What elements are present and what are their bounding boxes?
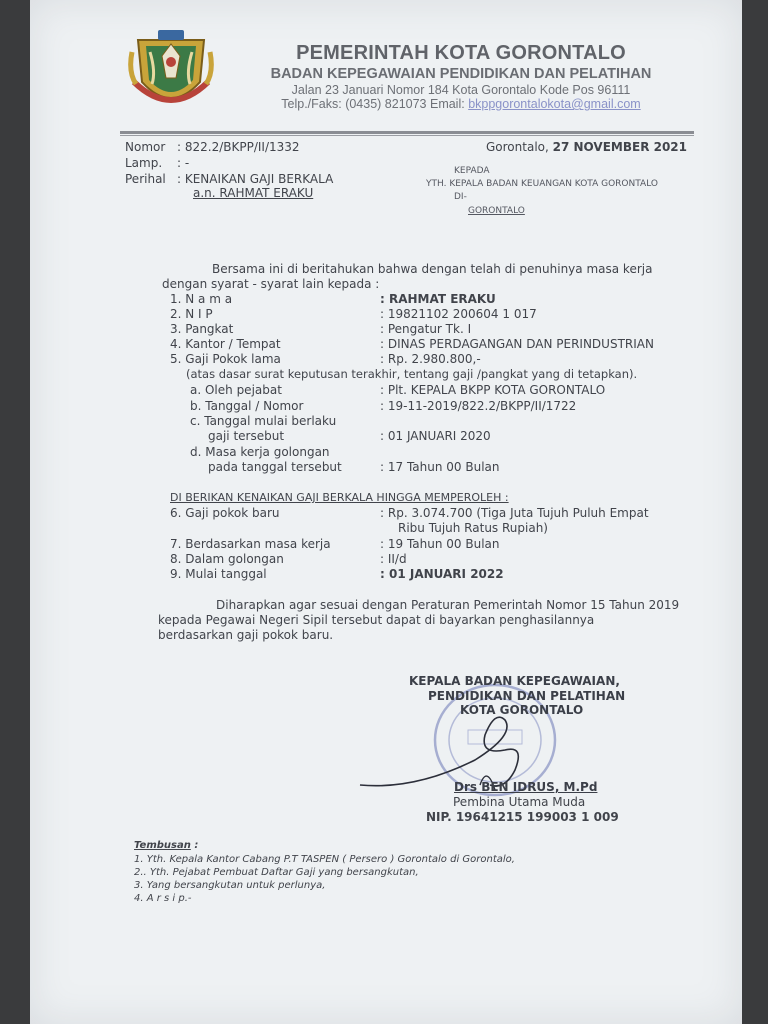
closing-line-1: Diharapkan agar sesuai dengan Peraturan Pemerintah Nomor 15 Tahun 2019 [216,598,680,612]
item-9-label: 9. Mulai tanggal [170,567,267,581]
signatory-title-1: KEPALA BADAN KEPEGAWAIAN, [409,674,620,688]
item-3-label: 3. Pangkat [170,322,234,336]
recipient-city: GORONTALO [468,206,525,216]
nomor-value: : 822.2/BKPP/II/1332 [177,140,300,154]
item-7-value: : 19 Tahun 00 Bulan [380,537,500,551]
sub-a-label: a. Oleh pejabat [190,383,282,397]
sub-c-label-2: gaji tersebut [208,429,285,443]
recipient-kepada: KEPADA [454,166,490,176]
sub-d-label-2: pada tanggal tersebut [208,460,342,474]
sub-a-value: : Plt. KEPALA BKPP KOTA GORONTALO [380,383,606,397]
item-2-label: 2. N I P [170,307,213,321]
lamp-value: : - [177,156,190,170]
item-6-value-1: : Rp. 3.074.700 (Tiga Juta Tujuh Puluh Empat [380,506,649,520]
closing-line-3: berdasarkan gaji pokok baru. [158,628,334,642]
sub-c-value: : 01 JANUARI 2020 [380,429,491,443]
letterhead [236,42,686,111]
item-5-value: : Rp. 2.980.800,- [380,352,481,366]
intro-line-1: Bersama ini di beritahukan bahwa dengan telah di penuhinya masa kerja [212,262,653,276]
closing-line-2: kepada Pegawai Negeri Sipil tersebut dapat di bayarkan penghasilannya [158,613,595,627]
note-line: (atas dasar surat keputusan terakhir, tentang gaji /pangkat yang di tetapkan). [186,367,638,381]
section-title: DI BERIKAN KENAIKAN GAJI BERKALA HINGGA MEMPEROLEH : [170,491,509,504]
gorontalo-emblem-logo [128,22,214,112]
header-divider [120,131,694,134]
item-4-label: 4. Kantor / Tempat [170,337,281,351]
signatory-nip: NIP. 19641215 199003 1 009 [426,810,619,824]
perihal-value: : KENAIKAN GAJI BERKALA [177,172,334,186]
letter-date: Gorontalo, 27 NOVEMBER 2021 [486,140,688,154]
lamp-label: Lamp. [125,156,163,170]
tembusan-item-2: 2.. Yth. Pejabat Pembuat Daftar Gaji yang bersangkutan, [134,867,419,878]
item-2-value: : 19821102 200604 1 017 [380,307,537,321]
recipient-di: DI- [454,192,467,202]
item-4-value: : DINAS PERDAGANGAN DAN PERINDUSTRIAN [380,337,654,351]
letterhead-contact: Telp./Faks: (0435) 821073 Email: bkppgorontalokota@gmail.com [281,97,641,111]
tembusan-item-4: 4. A r s i p.- [134,893,192,904]
item-8-label: 8. Dalam golongan [170,552,284,566]
item-5-label: 5. Gaji Pokok lama [170,352,281,366]
sub-b-label: b. Tanggal / Nomor [190,399,304,413]
tembusan-title: Tembusan : [134,840,199,851]
letterhead-agency: BADAN KEPEGAWAIAN PENDIDIKAN DAN PELATIHAN [270,66,652,82]
signatory-title-2: PENDIDIKAN DAN PELATIHAN [428,689,626,703]
signatory-name: Drs BEN IDRUS, M.Pd [454,780,598,794]
sub-c-label-1: c. Tanggal mulai berlaku [190,414,337,428]
recipient-yth: YTH. KEPALA BADAN KEUANGAN KOTA GORONTALO [426,179,658,189]
nomor-label: Nomor [125,140,166,154]
item-8-value: : II/d [380,552,407,566]
item-1-label: 1. N a m a [170,292,233,306]
signatory-rank: Pembina Utama Muda [453,795,586,809]
letter-page [30,0,742,1024]
header-divider-thin [120,135,694,136]
item-3-value: : Pengatur Tk. I [380,322,472,336]
sub-d-value: : 17 Tahun 00 Bulan [380,460,500,474]
item-6-label: 6. Gaji pokok baru [170,506,280,520]
item-1-value: : RAHMAT ERAKU [380,292,496,306]
intro-line-2: dengan syarat - syarat lain kepada : [162,277,380,291]
sub-b-value: : 19-11-2019/822.2/BKPP/II/1722 [380,399,577,413]
sub-d-label-1: d. Masa kerja golongan [190,445,330,459]
email-link[interactable]: bkppgorontalokota@gmail.com [468,97,641,111]
letterhead-address: Jalan 23 Januari Nomor 184 Kota Gorontalo Kode Pos 96111 [291,83,631,97]
perihal-label: Perihal [125,172,166,186]
signatory-title-3: KOTA GORONTALO [460,703,584,717]
item-6-value-2: Ribu Tujuh Ratus Rupiah) [398,521,548,535]
item-7-label: 7. Berdasarkan masa kerja [170,537,331,551]
letterhead-government: PEMERINTAH KOTA GORONTALO [296,42,626,64]
tembusan-item-3: 3. Yang bersangkutan untuk perlunya, [134,880,326,891]
item-9-value: : 01 JANUARI 2022 [380,567,504,581]
perihal-name: a.n. RAHMAT ERAKU [193,186,314,200]
tembusan-item-1: 1. Yth. Kepala Kantor Cabang P.T TASPEN ( Persero ) Gorontalo di Gorontalo, [134,854,515,865]
